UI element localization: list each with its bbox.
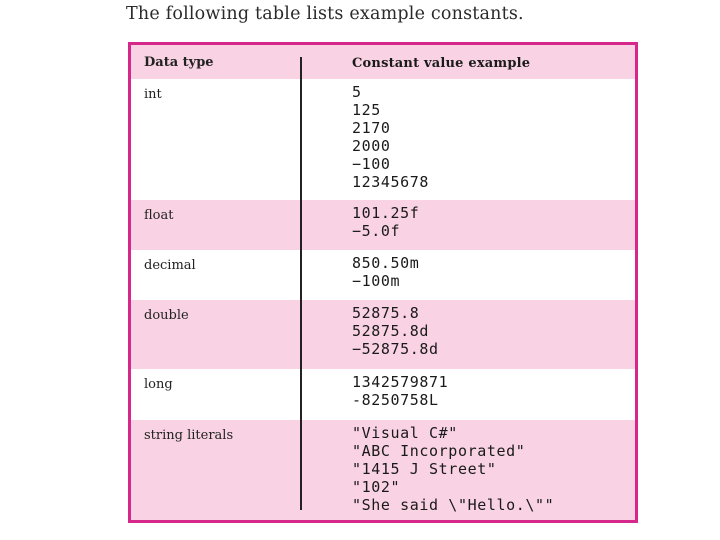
header-constant-example: Constant value example	[352, 56, 531, 71]
table-row	[131, 250, 635, 300]
value-line: 12345678	[352, 173, 430, 191]
table-row	[131, 420, 635, 520]
value-line: 5	[352, 83, 362, 101]
row-type-float: float	[144, 208, 174, 223]
value-line: 125	[352, 101, 381, 119]
table-row	[131, 369, 635, 420]
row-values-long	[352, 373, 448, 409]
row-type-double: double	[144, 308, 189, 323]
value-line: 850.50m	[352, 254, 420, 272]
row-type-string-literals: string literals	[144, 428, 234, 443]
row-values-double	[352, 304, 439, 358]
value-line: 2170	[352, 119, 391, 137]
value-line: 52875.8	[352, 304, 420, 322]
row-values-int	[352, 83, 429, 191]
value-line: 1342579871	[352, 373, 449, 391]
value-line: −100m	[352, 272, 401, 290]
value-line: 52875.8d	[352, 322, 430, 340]
value-line: -8250758L	[352, 391, 439, 409]
constants-table	[128, 42, 638, 523]
value-line: "ABC Incorporated"	[352, 442, 526, 460]
table-row	[131, 79, 635, 200]
value-line: "1415 J Street"	[352, 460, 497, 478]
row-values-decimal	[352, 254, 419, 290]
row-values-float	[352, 204, 419, 240]
value-line: 2000	[352, 137, 391, 155]
value-line: "102"	[352, 478, 401, 496]
table-header-row	[131, 45, 635, 79]
row-type-long: long	[144, 377, 173, 392]
value-line: 101.25f	[352, 204, 420, 222]
value-line: −52875.8d	[352, 340, 439, 358]
row-type-decimal: decimal	[144, 258, 196, 273]
row-type-int: int	[144, 87, 162, 102]
table-row	[131, 200, 635, 250]
row-values-string-literals	[352, 424, 554, 514]
header-data-type: Data type	[144, 55, 214, 70]
table-row	[131, 300, 635, 369]
value-line: −100	[352, 155, 391, 173]
value-line: "Visual C#"	[352, 424, 458, 442]
value-line: −5.0f	[352, 222, 401, 240]
value-line: "She said \"Hello.\""	[352, 496, 555, 514]
column-divider	[300, 57, 302, 510]
table-caption: The following table lists example constants.	[126, 4, 524, 24]
